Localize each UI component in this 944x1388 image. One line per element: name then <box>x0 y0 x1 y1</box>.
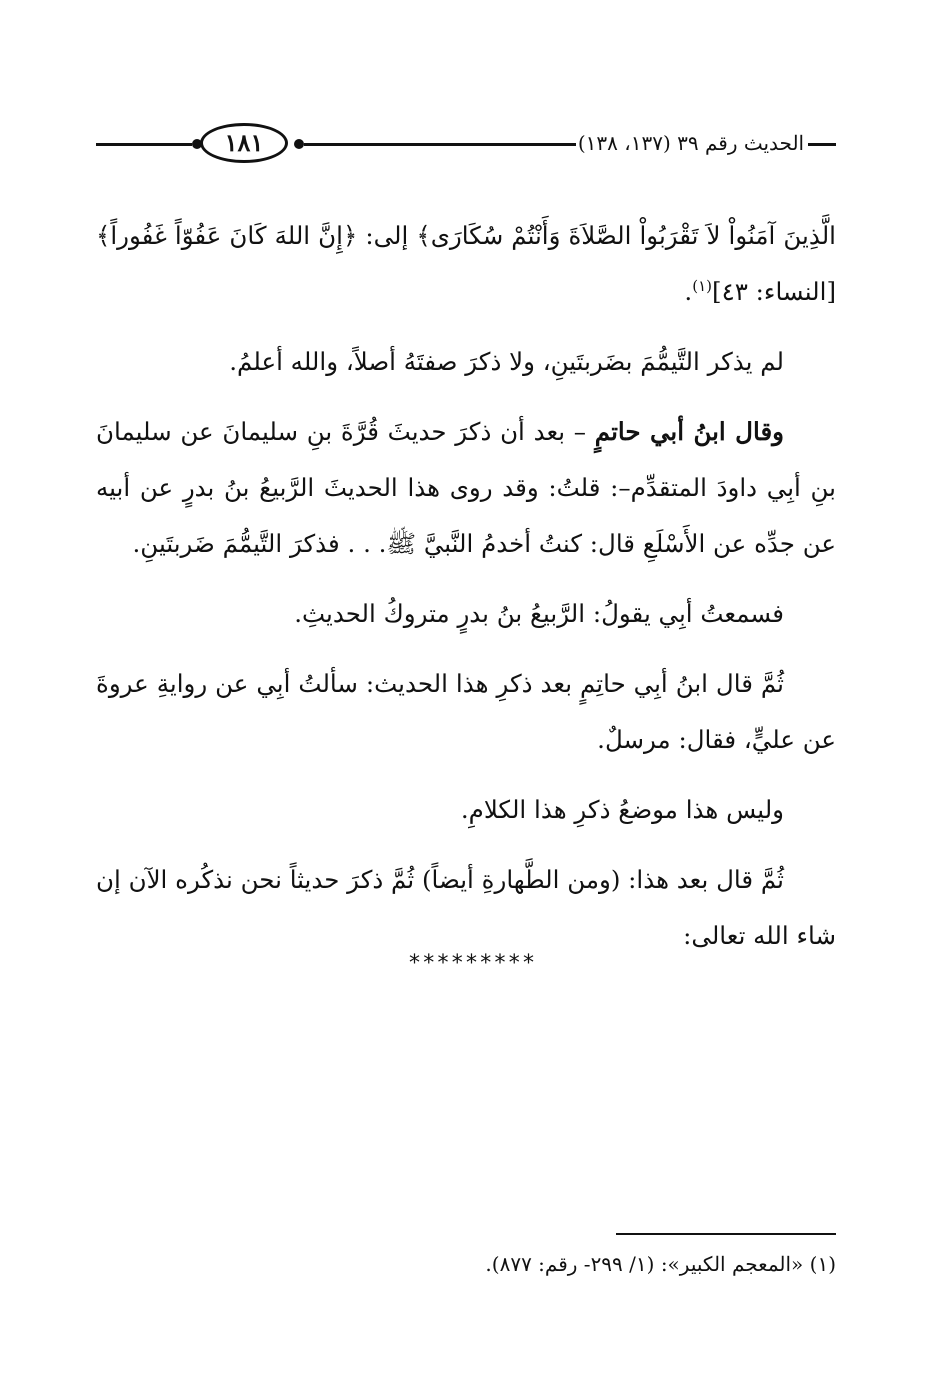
footnote-marker: (١) <box>692 276 712 295</box>
header-rule-left <box>96 143 192 146</box>
quote-end-mark: . <box>684 277 693 306</box>
header-rule-right <box>808 143 836 146</box>
quran-reference: [النساء: ٤٣] <box>712 277 836 306</box>
footnote: (١) «المعجم الكبير»: (١/ ٢٩٩- رقم: ٨٧٧). <box>485 1252 836 1276</box>
paragraph-al-rabi-matruk: فسمعتُ أبِي يقولُ: الرَّبيعُ بنُ بدرٍ متروكُ الحديثِ. <box>294 599 784 628</box>
ibn-abi-hatim-text: – بعد أن ذكرَ حديثَ قُرَّةَ بنِ سليمانَ عن سليمانَ بنِ أبِي داودَ المتقدِّم–: قلتُ: وقد روى هذا الحديثَ الرَّبيعُ بنُ بدرٍ عن أبيه عن جدِّه عن الأَسْلَعِ قال: كنتُ أخدمُ النَّبيَّ ﷺ. . . فذكرَ التَّيمُّمَ ضَربتَينِ. <box>96 417 836 558</box>
ibn-abi-hatim-heading: وقال ابنُ أبي حاتمٍ <box>594 417 784 446</box>
paragraph-not-the-place: وليس هذا موضعُ ذكرِ هذا الكلامِ. <box>460 795 784 824</box>
running-title: الحديث رقم ٣٩ (١٣٧، ١٣٨) <box>576 128 806 158</box>
quran-verse-text: الَّذِينَ آمَنُواْ لاَ تَقْرَبُواْ الصَّلاَةَ وَأَنْتُمْ سُكَارَى﴾ إلى: ﴿إِنَّ اللهَ كَانَ عَفُوّاً غَفُوراً﴾ <box>96 221 836 250</box>
paragraph-next-hadith: ثُمَّ قال بعد هذا: (ومن الطَّهارةِ أيضاً) ثُمَّ ذكرَ حديثاً نحن نذكُره الآن إن شاء الله تعالى: <box>96 865 836 950</box>
paragraph-urwah-mursal: ثُمَّ قال ابنُ أبِي حاتِمٍ بعد ذكرِ هذا الحديث: سألتُ أبِي عن روايةِ عروةَ عن عليٍّ، فقال: مرسلٌ. <box>96 669 836 754</box>
main-text <box>96 208 836 978</box>
quran-quote-paragraph <box>96 208 836 320</box>
header-dot-right <box>294 139 304 149</box>
section-separator-stars: ********* <box>407 951 537 976</box>
page-header <box>96 118 836 172</box>
paragraph-ibn-abi-hatim <box>96 404 836 572</box>
footnote-rule <box>616 1233 836 1235</box>
paragraph-tayammum-note: لم يذكر التَّيمُّمَ بضَربتَينِ، ولا ذكرَ صفتَهُ أصلاً، والله أعلمُ. <box>229 347 784 376</box>
page-number-frame <box>200 123 288 163</box>
page-number: ١٨١ <box>224 128 264 157</box>
